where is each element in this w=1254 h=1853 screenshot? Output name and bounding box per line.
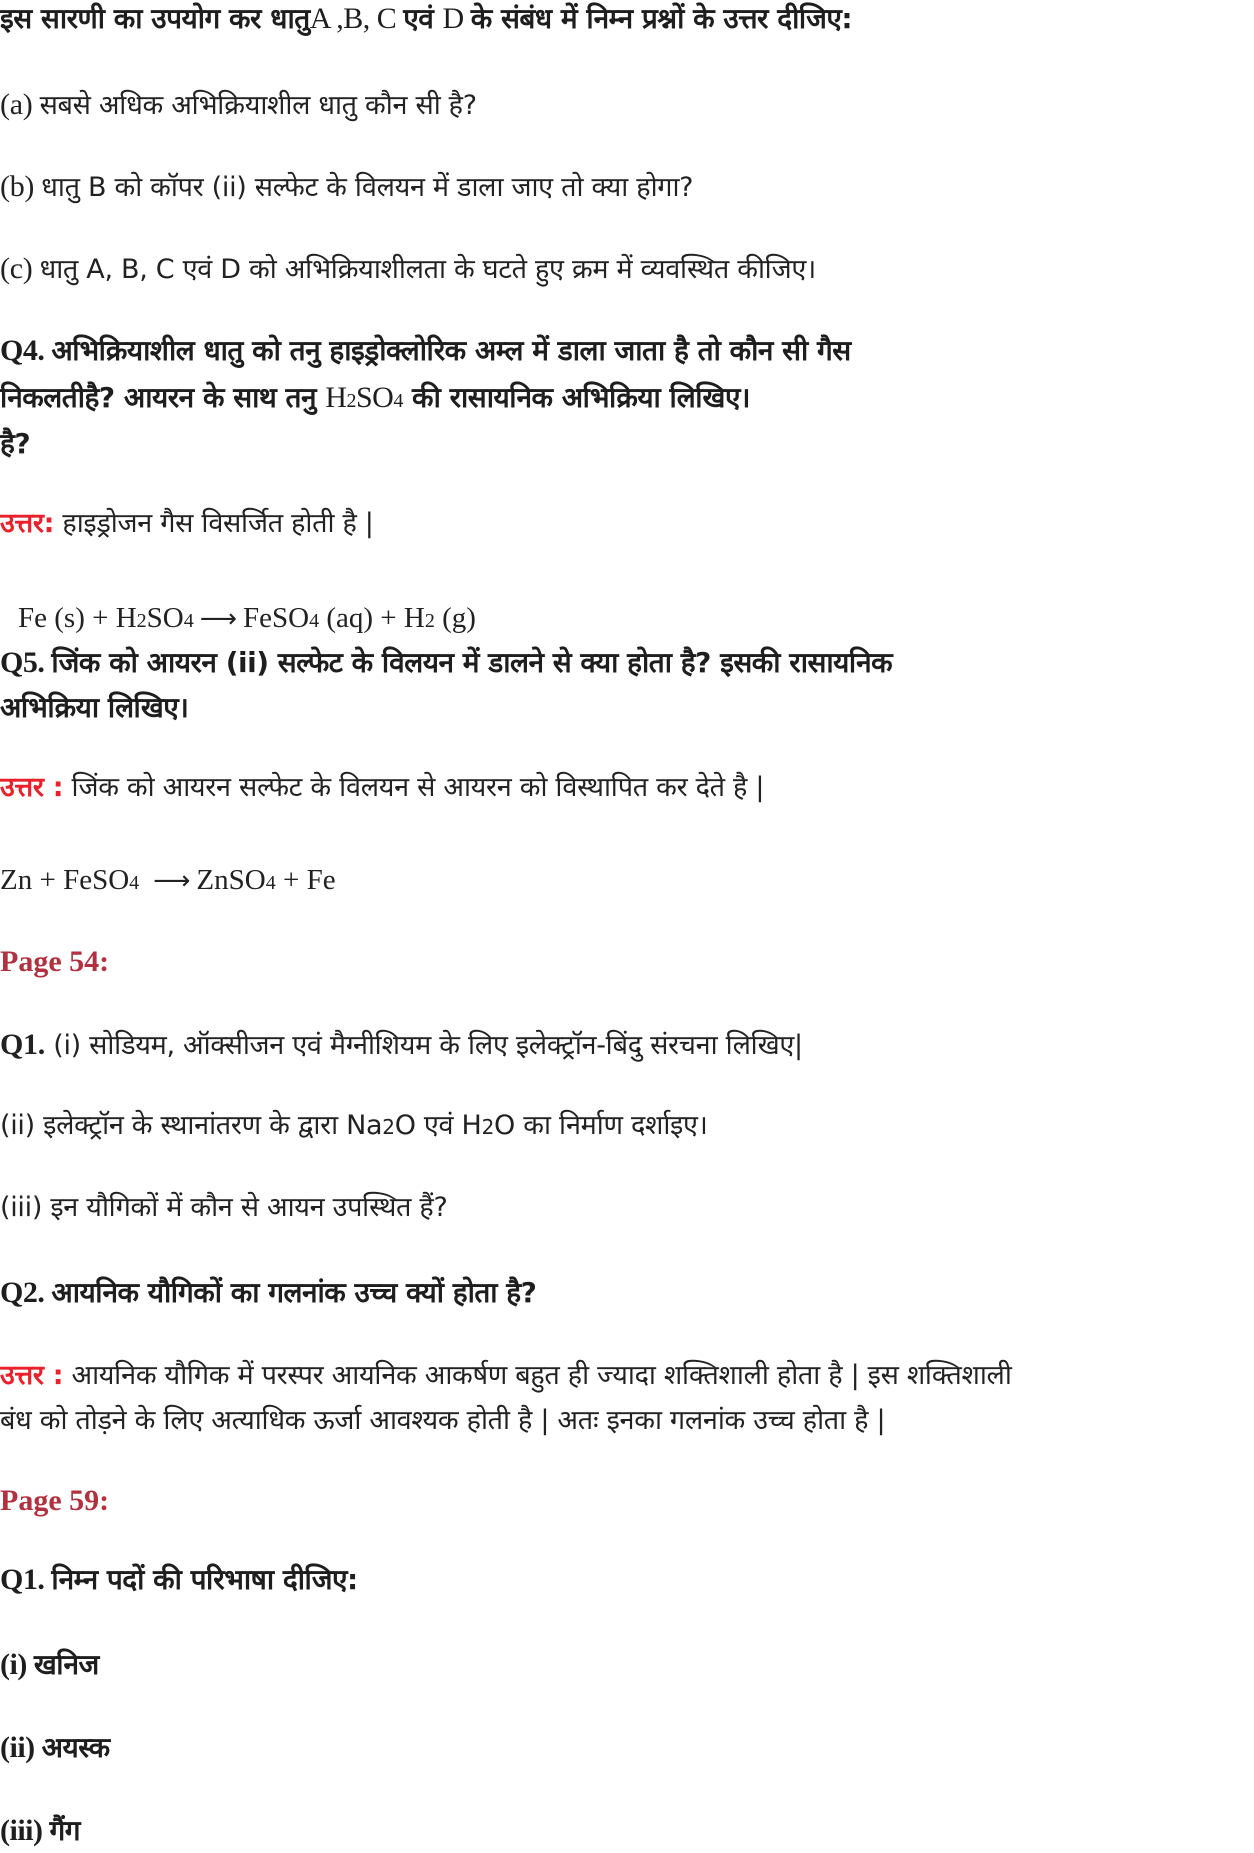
term-text: अयस्क [41,1731,110,1764]
answer-label: उत्तर : [0,1360,64,1391]
page54-q1-part-iii: (iii) इन यौगिकों में कौन से आयन उपस्थित हैं? [0,1192,448,1223]
q1-number: Q1. [0,1563,52,1596]
term-item [0,1650,99,1680]
q4-equation [18,604,476,633]
eq-sub: 4 [183,610,194,632]
sub-question-text: धातु A, B, C एवं D को अभिक्रियाशीलता के घटते हुए क्रम में व्यवस्थित कीजिए। [39,254,816,285]
page54-q1-part-i [0,1030,803,1060]
q4-text-2a: निकलतीहै? आयरन के साथ तनु [0,381,326,414]
q5-answer [0,774,764,801]
eq-sub: 4 [265,872,276,894]
term-prefix: (iii) [0,1814,50,1847]
page54-q1-part-ii [0,1112,708,1139]
page54-q2-answer-line1 [0,1362,1012,1389]
eq-part: Fe (s) + H [18,602,137,634]
formula-sub: 2 [481,1115,494,1139]
eq-part: Zn + FeSO [0,864,130,896]
sub-question-prefix: (c) [0,252,40,285]
q1-part-ii-text: O का निर्माण दर्शाइए। [494,1110,708,1141]
answer-text: जिंक को आयरन सल्फेट के विलयन से आयरन को विस्थापित कर देते है | [63,772,765,803]
formula-sub: 2 [382,1115,395,1139]
intro-metal-d: D [442,2,471,35]
eq-part: ZnSO [196,864,266,896]
q4-text: अभिक्रियाशील धातु को तनु हाइड्रोक्लोरिक अम्ल में डाला जाता है तो कौन सी गैस [51,334,851,367]
q4-answer [0,510,374,537]
formula-sub: 2 [346,390,356,412]
formula-sub: 4 [393,390,403,412]
intro-metals: A ,B, C [309,2,404,35]
q1-text: निम्न पदों की परिभाषा दीजिए: [51,1563,358,1596]
sub-question-a [0,90,477,120]
q1-part-i-text: (i) सोडियम, ऑक्सीजन एवं मैग्नीशियम के लिए इलेक्ट्रॉन-बिंदु संरचना लिखिए| [44,1030,803,1061]
eq-part: (g) [434,602,476,634]
arrow-icon: ⟶ [199,604,238,634]
q4-question-line2 [0,383,750,413]
eq-sub: 2 [136,610,147,632]
term-item [0,1816,80,1846]
answer-label: उत्तर: [0,508,55,539]
formula-so: SO [355,381,394,414]
term-text: खनिज [33,1648,99,1681]
q5-equation [0,866,336,895]
sub-question-text: सबसे अधिक अभिक्रियाशील धातु कौन सी है? [39,90,477,121]
eq-sub: 4 [309,610,320,632]
sub-question-prefix: (a) [0,88,40,121]
intro-text: इस सारणी का उपयोग कर धातु [0,2,310,35]
eq-sub: 4 [129,872,140,894]
q4-question-line3: है? [0,427,31,460]
term-text: गैंग [49,1814,81,1847]
page54-q2-answer-line2: बंध को तोड़ने के लिए अत्याधिक ऊर्जा आवश्यक होती है | अतः इनका गलनांक उच्च होता है | [0,1405,886,1436]
term-item [0,1733,110,1763]
q5-number: Q5. [0,646,52,679]
eq-part: (aq) + H [319,602,425,634]
page59-q1-question [0,1565,358,1595]
eq-part: SO [146,602,184,634]
term-prefix: (ii) [0,1731,42,1764]
page-59-heading: Page 59: [0,1484,110,1517]
q1-part-ii-text: (ii) इलेक्ट्रॉन के स्थानांतरण के द्वारा Na [0,1110,383,1141]
answer-text: हाइड्रोजन गैस विसर्जित होती है | [54,508,374,539]
sub-question-prefix: (b) [0,170,42,203]
answer-text: आयनिक यौगिक में परस्पर आयनिक आकर्षण बहुत ही ज्यादा शक्तिशाली होता है | इस शक्तिशाली [63,1360,1012,1391]
eq-part: FeSO [243,602,310,634]
sub-question-b [0,172,693,202]
eq-part: + Fe [275,864,336,896]
q5-question-line2: अभिक्रिया लिखिए। [0,691,189,724]
page54-q2-question [0,1278,536,1308]
q2-text: आयनिक यौगिकों का गलनांक उच्च क्यों होता है? [51,1276,537,1309]
q4-text-2b: की रासायनिक अभिक्रिया लिखिए। [402,381,751,414]
intro-heading [0,4,852,34]
q5-question-line1 [0,648,892,678]
intro-and: एवं [403,2,443,35]
sub-question-text: धातु B को कॉपर (ii) सल्फेट के विलयन में डाला जाए तो क्या होगा? [41,172,694,203]
page-54-heading: Page 54: [0,945,110,978]
formula-h: H [325,381,347,414]
term-prefix: (i) [0,1648,34,1681]
q5-text: जिंक को आयरन (ii) सल्फेट के विलयन में डालने से क्या होता है? इसकी रासायनिक [51,646,893,679]
eq-sub: 2 [424,610,435,632]
intro-text-end: के संबंध में निम्न प्रश्नों के उत्तर दीजिए: [470,2,853,35]
q2-number: Q2. [0,1276,52,1309]
q1-part-ii-text: O एवं H [394,1110,482,1141]
arrow-icon: ⟶ [153,866,191,896]
q4-number: Q4. [0,334,52,367]
q1-number: Q1. [0,1028,45,1061]
sub-question-c [0,254,816,284]
answer-label: उत्तर : [0,772,64,803]
q4-question-line1 [0,336,851,366]
